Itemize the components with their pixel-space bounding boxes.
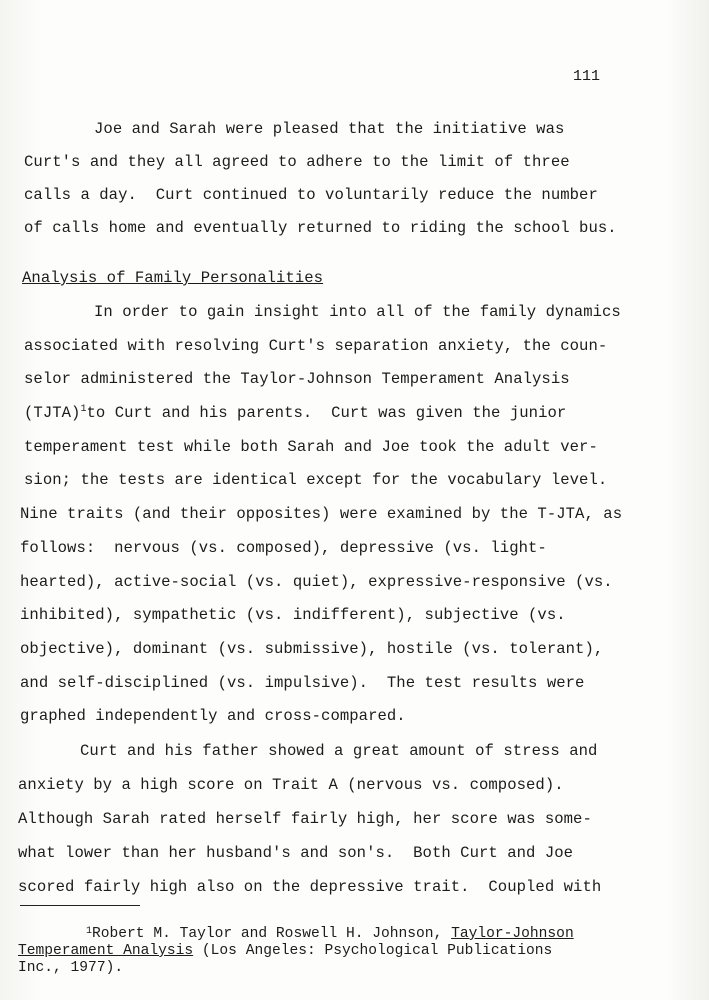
- paragraph-line: objective), dominant (vs. submissive), hostile (vs. tolerant),: [20, 640, 604, 658]
- paragraph-line: Joe and Sarah were pleased that the initiative was: [94, 120, 565, 138]
- paragraph-line: In order to gain insight into all of the family dynamics: [94, 303, 621, 321]
- paragraph-line: hearted), active-social (vs. quiet), expressive-responsive (vs.: [20, 573, 613, 591]
- paragraph-line: anxiety by a high score on Trait A (nervous vs. composed).: [18, 776, 564, 794]
- footnote-reference: 1: [80, 404, 87, 415]
- paragraph-line: of calls home and eventually returned to riding the school bus.: [24, 219, 617, 237]
- paragraph-line: Curt's and they all agreed to adhere to the limit of three: [24, 153, 570, 171]
- paragraph-line: sion; the tests are identical except for the vocabulary level.: [24, 471, 608, 489]
- tjta-abbreviation: (TJTA): [24, 404, 81, 422]
- footnote-marker: 1: [86, 926, 93, 937]
- paragraph-line: and self-disciplined (vs. impulsive). The test results were: [20, 674, 585, 692]
- paragraph-line: what lower than her husband's and son's. Both Curt and Joe: [18, 844, 574, 862]
- paragraph-line: graphed independently and cross-compared.: [20, 707, 406, 725]
- paragraph-line: inhibited), sympathetic (vs. indifferent), subjective (vs.: [20, 606, 566, 624]
- footnote-title-part-1: Taylor-Johnson: [451, 926, 574, 942]
- footnote-separator: [20, 905, 140, 906]
- paragraph-line: selor administered the Taylor-Johnson Temperament Analysis: [24, 370, 570, 388]
- paragraph-line-tjta: [24, 403, 566, 423]
- paragraph-line: calls a day. Curt continued to voluntarily reduce the number: [24, 186, 598, 204]
- footnote-line-3: Inc., 1977).: [18, 960, 124, 976]
- tjta-line-text: to Curt and his parents. Curt was given the junior: [86, 404, 567, 422]
- paragraph-line: temperament test while both Sarah and Joe took the adult ver-: [24, 438, 598, 456]
- footnote-title-part-2: Temperament Analysis: [18, 943, 194, 959]
- paragraph-line: scored fairly high also on the depressive trait. Coupled with: [18, 878, 602, 896]
- footnote-publisher: (Los Angeles: Psychological Publications: [193, 943, 553, 959]
- page-number: 111: [572, 68, 600, 85]
- footnote-authors: Robert M. Taylor and Roswell H. Johnson,: [92, 926, 452, 942]
- paragraph-line: Curt and his father showed a great amount of stress and: [80, 742, 598, 760]
- paragraph-line: associated with resolving Curt's separation anxiety, the coun-: [24, 337, 608, 355]
- paragraph-line: follows: nervous (vs. composed), depressive (vs. light-: [20, 539, 547, 557]
- footnote-line-2: [18, 943, 552, 960]
- section-heading: Analysis of Family Personalities: [22, 269, 324, 287]
- footnote-line-1: [86, 926, 574, 943]
- paragraph-line: Although Sarah rated herself fairly high, her score was some-: [18, 810, 592, 828]
- paragraph-line: Nine traits (and their opposites) were examined by the T-JTA, as: [20, 505, 623, 523]
